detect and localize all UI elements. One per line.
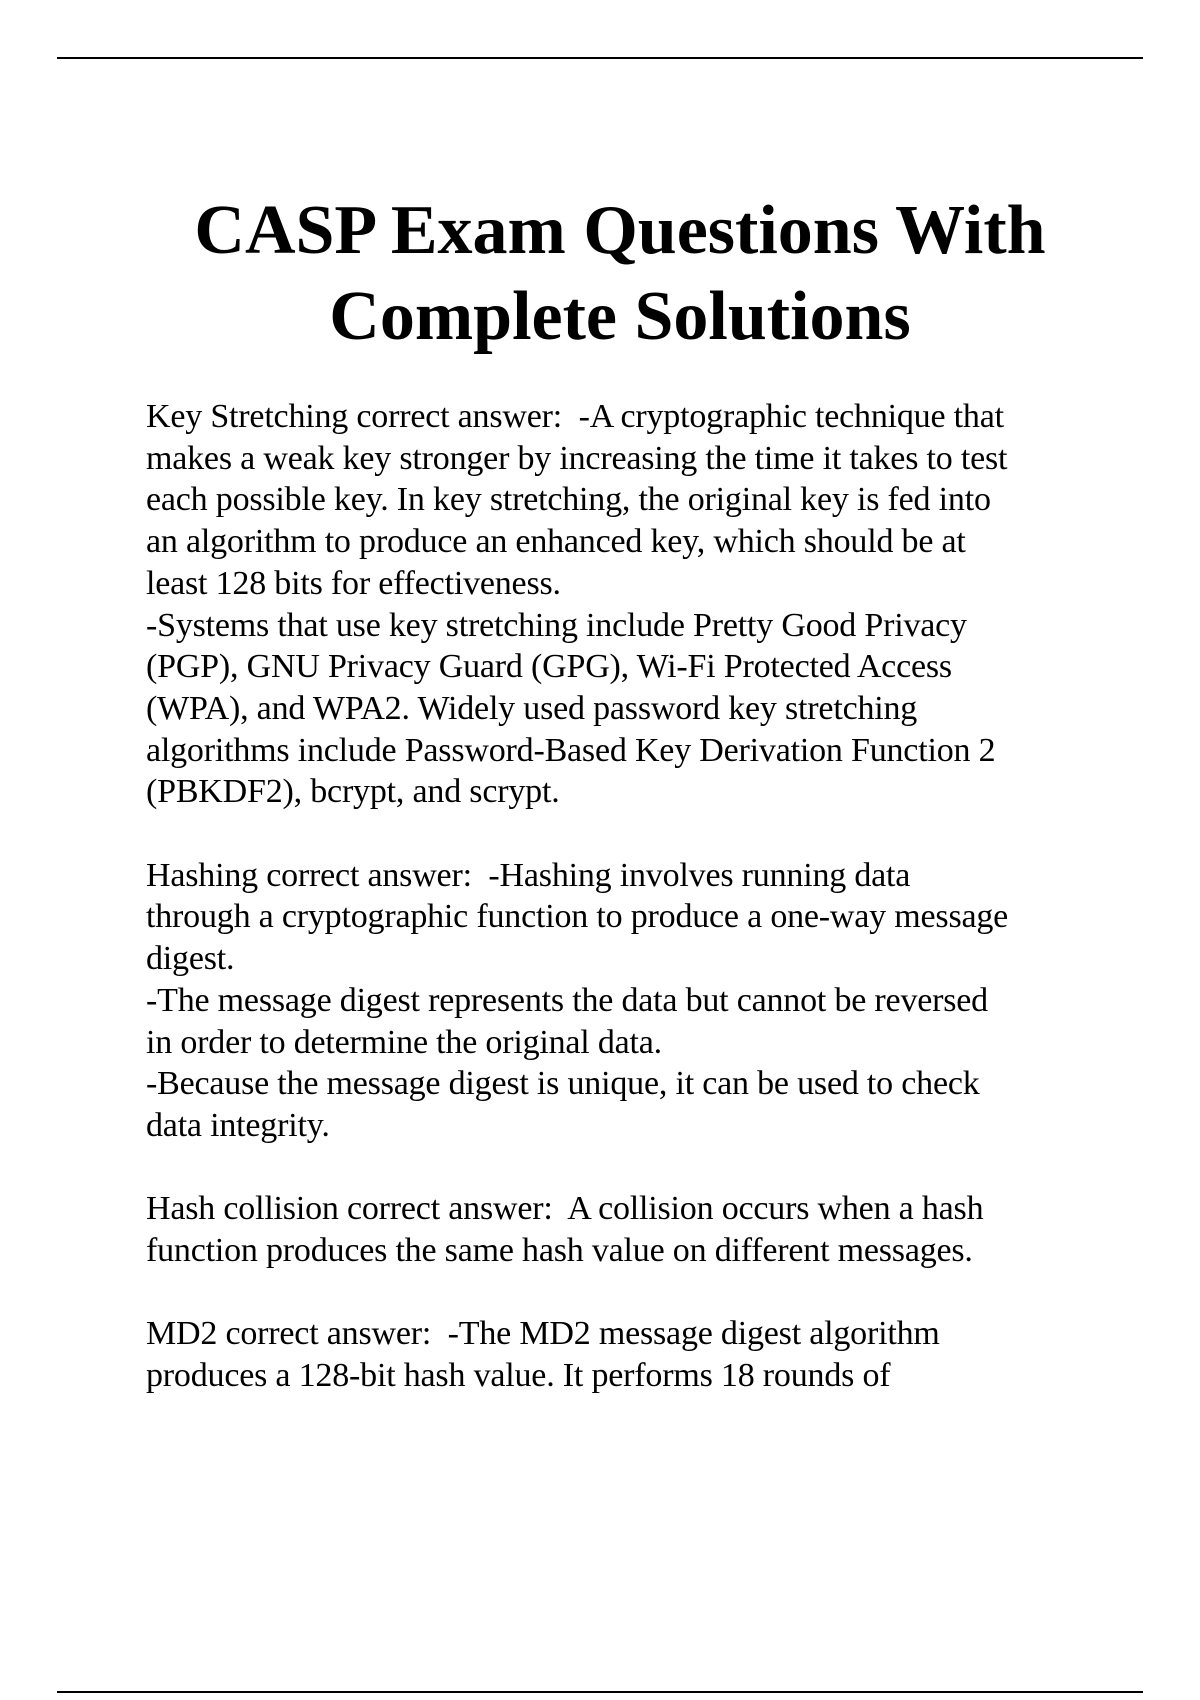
- text-line: -Because the message digest is unique, it can be used to check: [146, 1065, 980, 1103]
- text-line: data integrity.: [146, 1106, 330, 1144]
- document-title: [0, 188, 1200, 360]
- text-line: Hashing correct answer: -Hashing involves running data: [146, 856, 911, 894]
- entry-hash-collision: [146, 1188, 1106, 1271]
- text-line: (PGP), GNU Privacy Guard (GPG), Wi-Fi Protected Access: [146, 648, 952, 686]
- text-line: in order to determine the original data.: [146, 1023, 662, 1061]
- entry-md2: [146, 1313, 1106, 1396]
- document-body: [146, 396, 1106, 1439]
- text-line: algorithms include Password-Based Key Derivation Function 2: [146, 731, 996, 769]
- text-line: -Systems that use key stretching include Pretty Good Privacy: [146, 606, 967, 644]
- entry-text: [146, 1188, 1106, 1271]
- entry-text: [146, 396, 1106, 813]
- text-line: digest.: [146, 940, 235, 978]
- text-line: Hash collision correct answer: A collision occurs when a hash: [146, 1190, 984, 1228]
- entry-key-stretching: [146, 396, 1106, 813]
- entry-text: [146, 855, 1106, 1147]
- text-line: function produces the same hash value on different messages.: [146, 1232, 973, 1270]
- entry-hashing: [146, 855, 1106, 1147]
- title-line-2: Complete Solutions: [329, 278, 911, 355]
- top-rule: [57, 57, 1143, 59]
- text-line: MD2 correct answer: -The MD2 message digest algorithm: [146, 1315, 940, 1353]
- text-line: -The message digest represents the data but cannot be reversed: [146, 981, 988, 1019]
- text-line: through a cryptographic function to produce a one-way message: [146, 898, 1009, 936]
- text-line: (PBKDF2), bcrypt, and scrypt.: [146, 773, 560, 811]
- bottom-rule: [57, 1691, 1143, 1693]
- text-line: Key Stretching correct answer: -A cryptographic technique that: [146, 398, 1004, 435]
- text-line: an algorithm to produce an enhanced key, which should be at: [146, 523, 966, 561]
- text-line: makes a weak key stronger by increasing the time it takes to test: [146, 439, 1008, 477]
- text-line: each possible key. In key stretching, the original key is fed into: [146, 481, 991, 519]
- text-line: (WPA), and WPA2. Widely used password key stretching: [146, 689, 918, 727]
- text-line: produces a 128-bit hash value. It performs 18 rounds of: [146, 1357, 891, 1395]
- entry-text: [146, 1313, 1106, 1396]
- title-line-1: CASP Exam Questions With: [194, 192, 1046, 269]
- text-line: least 128 bits for effectiveness.: [146, 564, 561, 602]
